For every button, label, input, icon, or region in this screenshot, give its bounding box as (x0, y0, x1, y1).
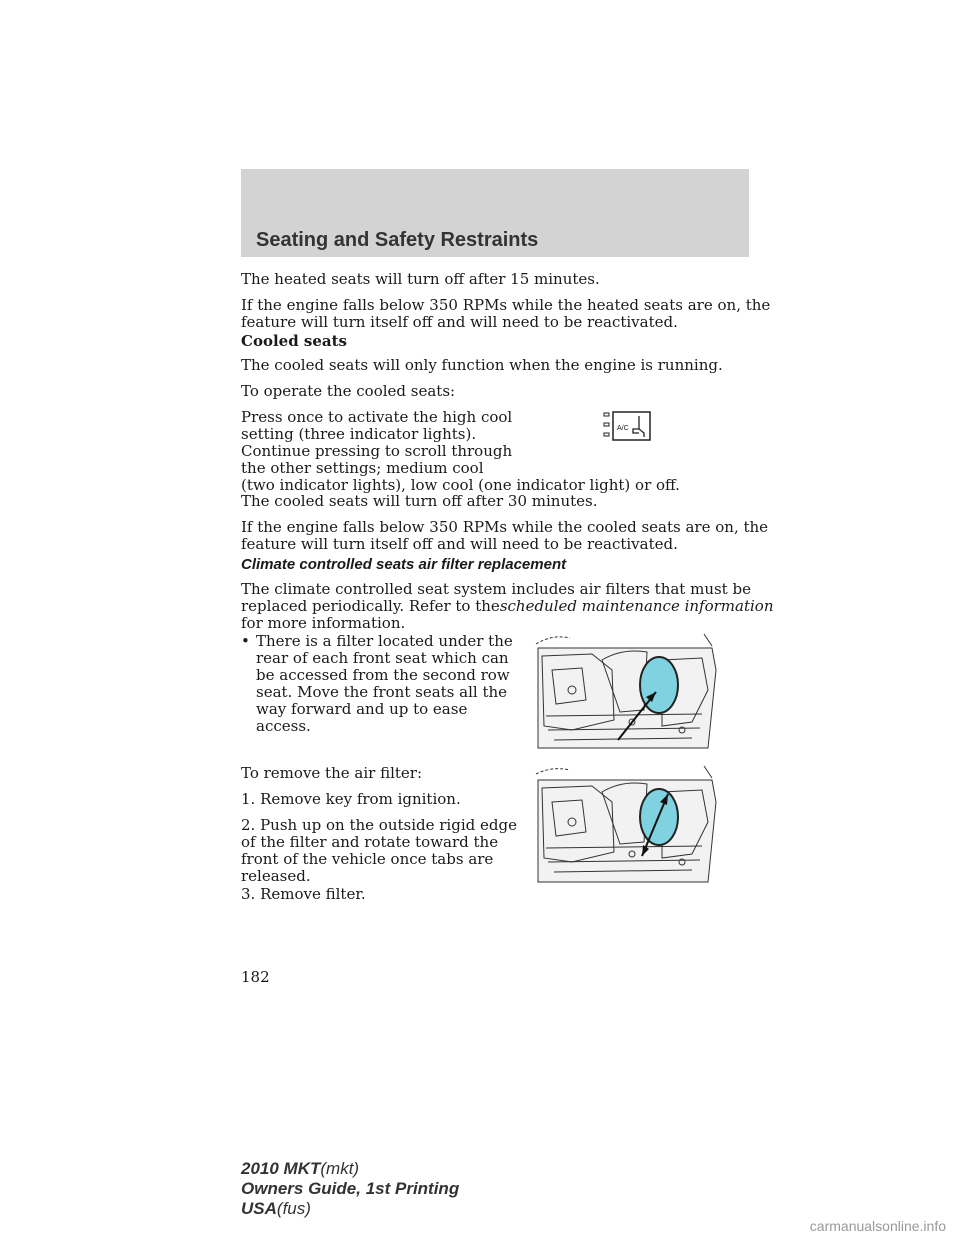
paragraph: Press once to activate the high cool (241, 408, 513, 426)
cooled-seat-button-icon (603, 411, 651, 441)
paragraph: feature will turn itself off and will need to be reactivated. (241, 313, 678, 331)
section-title: Seating and Safety Restraints (256, 229, 539, 251)
bullet-text: seat. Move the front seats all the (256, 683, 508, 701)
heading-air-filter: Climate controlled seats air filter replacement (241, 556, 567, 573)
paragraph: (two indicator lights), low cool (one indicator light) or off. (241, 476, 680, 494)
step: 3. Remove filter. (241, 885, 366, 903)
paragraph: To remove the air filter: (241, 764, 423, 782)
paragraph: feature will turn itself off and will need to be reactivated. (241, 535, 678, 553)
step: front of the vehicle once tabs are (241, 850, 494, 868)
paragraph: Continue pressing to scroll through (241, 442, 513, 460)
paragraph: The climate controlled seat system includes air filters that must be (241, 580, 751, 598)
footer-print-info: 2010 MKT(mkt) Owners Guide, 1st Printing USA(fus) (241, 1159, 460, 1218)
step: 1. Remove key from ignition. (241, 790, 461, 808)
filter-location-illustration (532, 630, 718, 752)
bullet-text: be accessed from the second row (256, 666, 510, 684)
page-number: 182 (241, 968, 270, 986)
bullet-text: access. (256, 717, 311, 735)
paragraph: The cooled seats will turn off after 30 minutes. (241, 492, 598, 510)
step: 2. Push up on the outside rigid edge (241, 816, 517, 834)
paragraph: The heated seats will turn off after 15 minutes. (241, 270, 600, 288)
filter-removal-illustration (532, 764, 718, 886)
paragraph: for more information. (241, 614, 406, 632)
bullet-text: rear of each front seat which can (256, 649, 509, 667)
ac-label: A/C (617, 425, 629, 432)
paragraph: If the engine falls below 350 RPMs while the heated seats are on, the (241, 296, 771, 314)
paragraph: replaced periodically. Refer to thescheduled maintenance information (241, 597, 774, 615)
bullet-text: way forward and up to ease (256, 700, 468, 718)
paragraph: setting (three indicator lights). (241, 425, 477, 443)
watermark: carmanualsonline.info (809, 1218, 946, 1234)
paragraph: The cooled seats will only function when the engine is running. (241, 356, 723, 374)
paragraph: To operate the cooled seats: (241, 382, 456, 400)
paragraph: the other settings; medium cool (241, 459, 484, 477)
maintenance-reference: scheduled maintenance information (499, 597, 774, 615)
step: of the filter and rotate toward the (241, 833, 499, 851)
step: released. (241, 867, 311, 885)
bullet: • (241, 632, 250, 650)
bullet-text: There is a filter located under the (256, 632, 513, 650)
paragraph: If the engine falls below 350 RPMs while the cooled seats are on, the (241, 518, 769, 536)
heading-cooled-seats: Cooled seats (241, 332, 347, 350)
